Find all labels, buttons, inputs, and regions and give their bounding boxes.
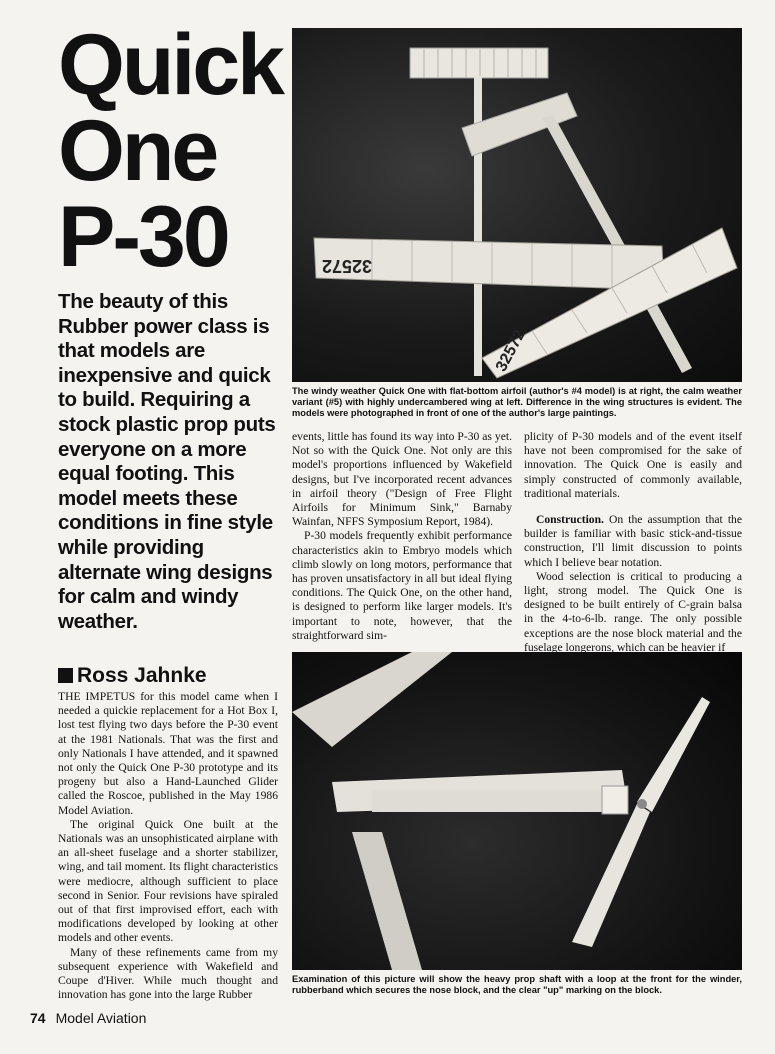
photo-nose-closeup-illustration [292,652,742,970]
fuselage-rear [352,832,422,970]
photo-nose-closeup [292,652,742,970]
construction-text: On the assumption that the builder is familiar with basic stick-and-tissue construction, I'll limit discussion to points which I believe bear notation. [524,513,742,569]
title-line-2: One [58,103,217,199]
propeller-lower-blade [572,804,650,947]
fuselage-closeup [372,790,622,812]
body-paragraph-construction [524,513,742,570]
construction-heading: Construction. [536,513,604,527]
wing-left-model [314,238,664,290]
body-column-1 [58,690,278,1002]
wing-marking-right: 32572 [492,327,529,375]
photo-1-caption: The windy weather Quick One with flat-bottom airfoil (author's #4 model) is at right, the calm weather variant (#5) with highly undercambered wing at left. Difference in the wing structures is evident. The models were photographed in front of one of the author's large paintings. [292,386,742,419]
body-paragraph: The original Quick One built at the Nationals was an unsophisticated airplane with an all-sheet fuselage and a shorter stabilizer, wing, and tail moment. Its flight characteristics were mediocre, although sufficient to place second in Senior. Four revisions have spiraled out of that first improvised effort, each with modifications developed by looking at other models and other events. [58,817,278,945]
photo-two-models [292,28,742,382]
propeller-upper-blade [637,697,710,812]
page-number: 74 [30,1010,46,1026]
prop-shaft [637,799,647,809]
stabilizer-blur [292,652,452,747]
byline-square-icon [58,668,73,683]
wing-marking-left: 32572 [321,256,372,276]
body-paragraph: plicity of P-30 models and of the event itself have not been compromised for the sake of innovation. The Quick One is easily and simply constructed of commonly available, traditional materials. [524,430,742,500]
byline [58,664,290,688]
body-paragraph: THE IMPETUS for this model came when I needed a quickie replacement for a Hot Box I, lost test flying two days before the P-30 event at the 1981 Nationals. That was the first and only Nationals I have attended, and it spawned not only the Quick One P-30 prototype and its progeny but also a Hand-Launched Glider called the Roscoe, published in the May 1986 Model Aviation. [58,690,278,817]
body-paragraph: P-30 models frequently exhibit performance characteristics akin to Embryo models which climb slowly on long motors, performance that has proven unsatisfactory in all but ideal flying conditions. The Quick One, on the other hand, is designed to perform like larger models. It's important to note, however, that the straightforward sim- [292,529,512,642]
deck-intro: The beauty of this Rubber power class is that models are inexpensive and quick to build. Requiring a stock plastic prop puts everyone on a more equal footing. This model meets these conditions in fine style while providing alternate wing designs for calm and windy weather. [58,290,276,633]
title-line-1: Quick [58,17,282,113]
page-footer [30,1010,146,1026]
publication-name: Model Aviation [55,1010,147,1026]
body-column-3 [524,430,742,655]
title-line-3: P-30 [58,189,228,285]
body-paragraph: events, little has found its way into P-30 as yet. Not so with the Quick One. Not only are this model's proportions influenced by Wakefield designs, but I've incorporated recent advances in airfoil theory ("Design of Free Flight Airfoils for Minimum Sink," Barnaby Wainfan, NFFS Symposium Report, 1984). [292,430,512,529]
body-column-2 [292,430,512,643]
body-paragraph: Wood selection is critical to producing a light, strong model. The Quick One is designed to be built entirely of C-grain balsa in the 4-to-6-lb. range. The only possible exceptions are the nose block material and the fuselage longerons, which can be heavier if [524,569,742,654]
body-paragraph: Many of these refinements came from my subsequent experience with Wakefield and Coupe d'Hiver. While much thought and innovation has gone into the large Rubber [58,945,278,1002]
photo-two-models-illustration [292,28,742,382]
author-name: Ross Jahnke [77,664,207,687]
stabilizer-top [410,48,548,78]
fuselage-left-model [474,76,482,376]
nose-block [602,786,628,814]
photo-2-caption: Examination of this picture will show the heavy prop shaft with a loop at the front for the winder, rubberband which secures the nose block, and the clear "up" marking on the block. [292,974,742,996]
